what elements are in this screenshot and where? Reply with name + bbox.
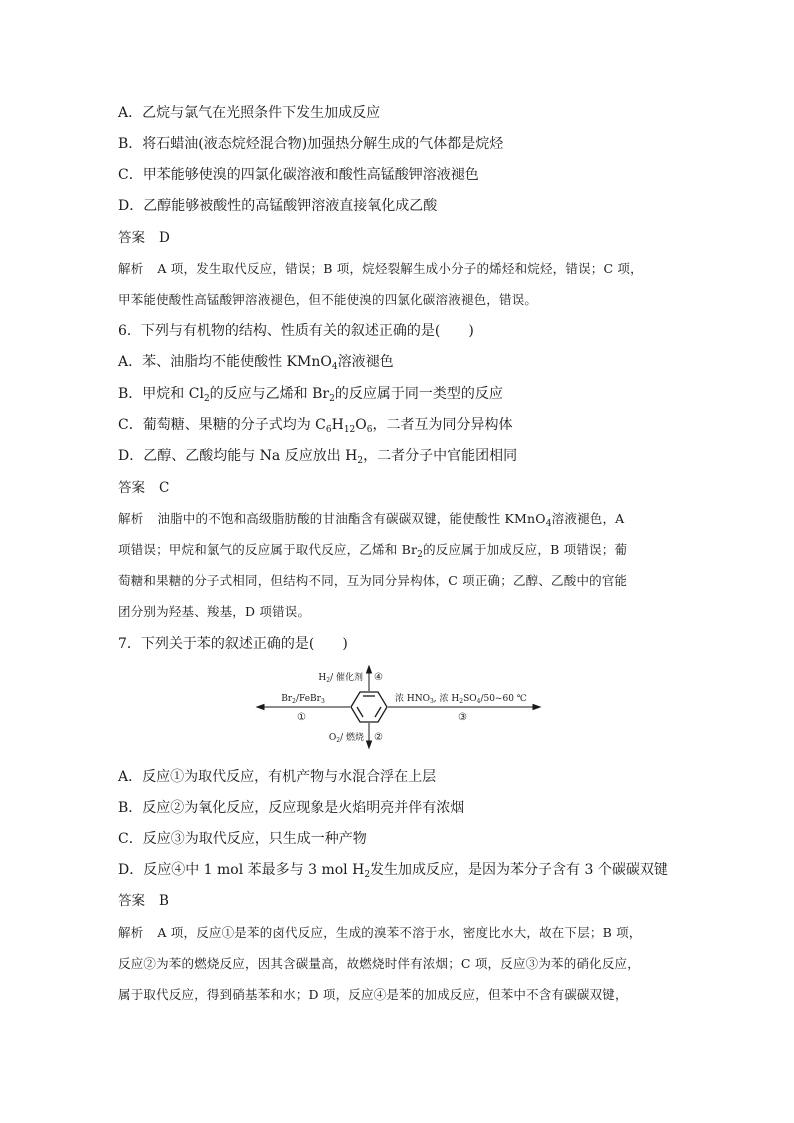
q6-explanation-line-3: 萄糖和果糖的分子式相同，但结构不同，互为同分异构体，C 项正确；乙醇、乙酸中的官能	[118, 573, 628, 588]
q5-option-d: D．乙醇能够被酸性的高锰酸钾溶液直接氧化成乙酸	[118, 198, 438, 214]
q5-answer	[118, 228, 170, 248]
answer-label: 答案	[118, 480, 145, 496]
answer-label: 答案	[118, 893, 145, 909]
answer-value: B	[159, 893, 169, 909]
q7-option-d: D．反应④中 1 mol 苯最多与 3 mol $H_2$发生加成反应，是因为苯分子含有 3 个碳碳双键	[118, 862, 668, 880]
label-right-number: ③	[458, 712, 467, 723]
benzene-reaction-diagram	[255, 665, 545, 750]
benzene-ring	[351, 692, 387, 722]
answer-value: C	[159, 480, 170, 496]
q7-option-a: A．反应①为取代反应，有机产物与水混合浮在上层	[118, 769, 437, 785]
q7-answer	[118, 891, 169, 911]
q6-stem: 6．下列与有机物的结构、性质有关的叙述正确的是( )	[118, 323, 474, 339]
answer-value: D	[159, 230, 170, 246]
answer-label: 答案	[118, 230, 145, 246]
q7-explanation-line-1: 解析 A 项，反应①是苯的卤代反应，生成的溴苯不溶于水，密度比水大，故在下层；B 项，	[118, 925, 642, 940]
q7-option-c: C．反应③为取代反应，只生成一种产物	[118, 831, 367, 847]
q7-explanation-line-3: 属于取代反应，得到硝基苯和水；D 项，反应④是苯的加成反应，但苯中不含有碳碳双键，	[118, 987, 628, 1002]
explanation-label: 解析	[118, 511, 144, 526]
label-top-number: ④	[374, 672, 383, 683]
label-top-reagent: $H_2/$ 催化剂	[318, 673, 363, 684]
q7-stem: 7．下列关于苯的叙述正确的是( )	[118, 636, 348, 652]
q6-option-d: D．乙醇、乙酸均能与 Na 反应放出 $H_2$，二者分子中官能团相同	[118, 448, 518, 466]
explanation-label: 解析	[118, 925, 144, 940]
q6-option-a: A．苯、油脂均不能使酸性 KMnO$_4$溶液褪色	[118, 354, 394, 372]
label-bottom-number: ②	[374, 732, 383, 743]
q5-option-b: B．将石蜡油(液态烷烃混合物)加强热分解生成的气体都是烷烃	[118, 136, 504, 152]
label-bottom-reagent: $O_2/$ 燃烧	[328, 733, 364, 744]
q5-explanation-line-2: 甲苯能使酸性高锰酸钾溶液褪色，但不能使溴的四氯化碳溶液褪色，错误。	[118, 292, 538, 307]
explanation-text: A 项，发生取代反应，错误；B 项，烷烃裂解生成小分子的烯烃和烷烃，错误；C 项，	[157, 261, 643, 276]
q5-option-a: A．乙烷与氯气在光照条件下发生加成反应	[118, 105, 381, 121]
q5-option-c: C．甲苯能够使溴的四氯化碳溶液和酸性高锰酸钾溶液褪色	[118, 167, 479, 183]
q7-option-b: B．反应②为氧化反应，反应现象是火焰明亮并伴有浓烟	[118, 800, 465, 816]
q6-explanation-line-4: 团分别为羟基、羧基，D 项错误。	[118, 604, 311, 619]
q5-explanation-line-1	[118, 259, 643, 279]
q7-explanation-line-2: 反应②为苯的燃烧反应，因其含碳量高，故燃烧时伴有浓烟；C 项，反应③为苯的硝化反应，	[118, 956, 640, 971]
q6-explanation-line-1: 解析 油脂中的不饱和高级脂肪酸的甘油酯含有碳碳双键，能使酸性 KMnO$_4$溶液褪色，A	[118, 511, 625, 529]
q6-explanation-line-2: 项错误；甲烷和氯气的反应属于取代反应，乙烯和 $Br_2$的反应属于加成反应，B 项错误；葡	[118, 542, 628, 560]
explanation-label: 解析	[118, 261, 144, 276]
label-left-number: ①	[297, 712, 306, 723]
q6-option-c: C．葡萄糖、果糖的分子式均为 $C_6H_{12}O_6$，二者互为同分异构体	[118, 417, 513, 435]
label-right-reagent: 浓 $HNO_3$, 浓 $H_2SO_4/50\sim 60$ ℃	[395, 694, 527, 705]
label-left-reagent: $Br_2/FeBr_3$	[281, 694, 325, 705]
q6-answer	[118, 478, 169, 498]
q6-option-b: B．甲烷和 $Cl_2$的反应与乙烯和 $Br_2$的反应属于同一类型的反应	[118, 386, 503, 404]
